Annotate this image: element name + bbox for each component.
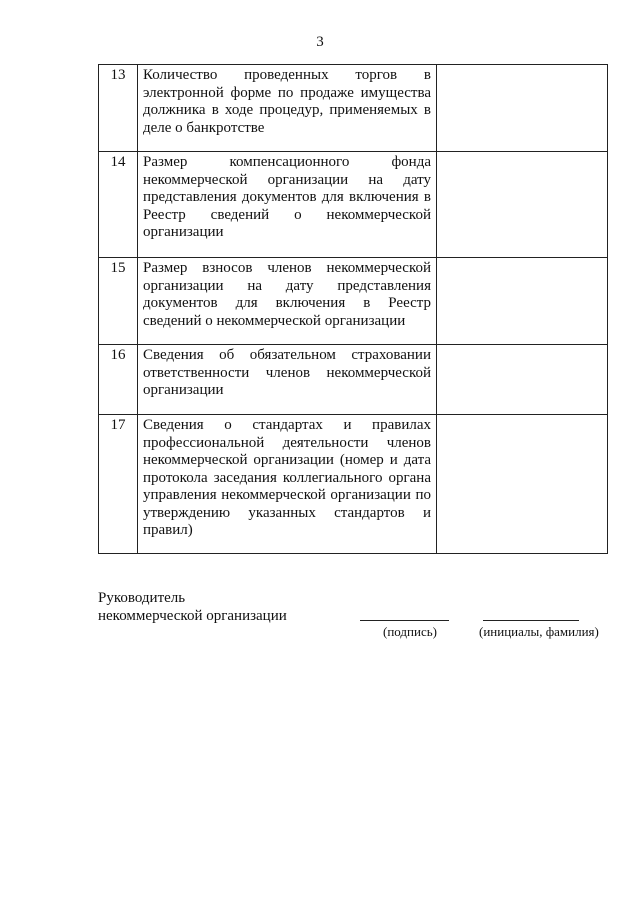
table-row bbox=[99, 258, 608, 345]
name-caption: (инициалы, фамилия) bbox=[479, 624, 599, 639]
table-row bbox=[99, 345, 608, 415]
signatory-title-line1: Руководитель bbox=[98, 590, 186, 606]
row-description: Сведения о стандартах и правилах профессиональной деятельности членов некоммерческой организации (номер и дата протокола заседания коллегиального органа управления некоммерческой организации по утверждению указанных стандартов и правил) bbox=[138, 415, 437, 554]
signature-block bbox=[98, 590, 287, 625]
row-number: 15 bbox=[99, 258, 138, 345]
row-value-cell[interactable] bbox=[437, 258, 608, 345]
row-value-cell[interactable] bbox=[437, 152, 608, 258]
signature-line[interactable] bbox=[360, 620, 449, 621]
row-number: 17 bbox=[99, 415, 138, 554]
row-description: Размер компенсационного фонда некоммерческой организации на дату представления документов для включения в Реестр сведений о некоммерческой организации bbox=[138, 152, 437, 258]
row-value-cell[interactable] bbox=[437, 345, 608, 415]
row-number: 16 bbox=[99, 345, 138, 415]
signature-caption: (подпись) bbox=[383, 624, 437, 639]
row-number: 13 bbox=[99, 65, 138, 152]
signatory-title-line2: некоммерческой организации bbox=[98, 607, 287, 624]
page-number: 3 bbox=[316, 34, 324, 50]
row-number: 14 bbox=[99, 152, 138, 258]
row-description: Количество проведенных торгов в электронной форме по продаже имущества должника в ходе процедур, применяемых в деле о банкротстве bbox=[138, 65, 437, 152]
name-line[interactable] bbox=[483, 620, 579, 621]
row-value-cell[interactable] bbox=[437, 415, 608, 554]
table-row bbox=[99, 152, 608, 258]
row-description: Сведения об обязательном страховании ответственности членов некоммерческой организации bbox=[138, 345, 437, 415]
table-row bbox=[99, 65, 608, 152]
table-row bbox=[99, 415, 608, 554]
row-description: Размер взносов членов некоммерческой организации на дату представления документов для включения в Реестр сведений о некоммерческой организации bbox=[138, 258, 437, 345]
row-value-cell[interactable] bbox=[437, 65, 608, 152]
information-table bbox=[98, 64, 608, 554]
